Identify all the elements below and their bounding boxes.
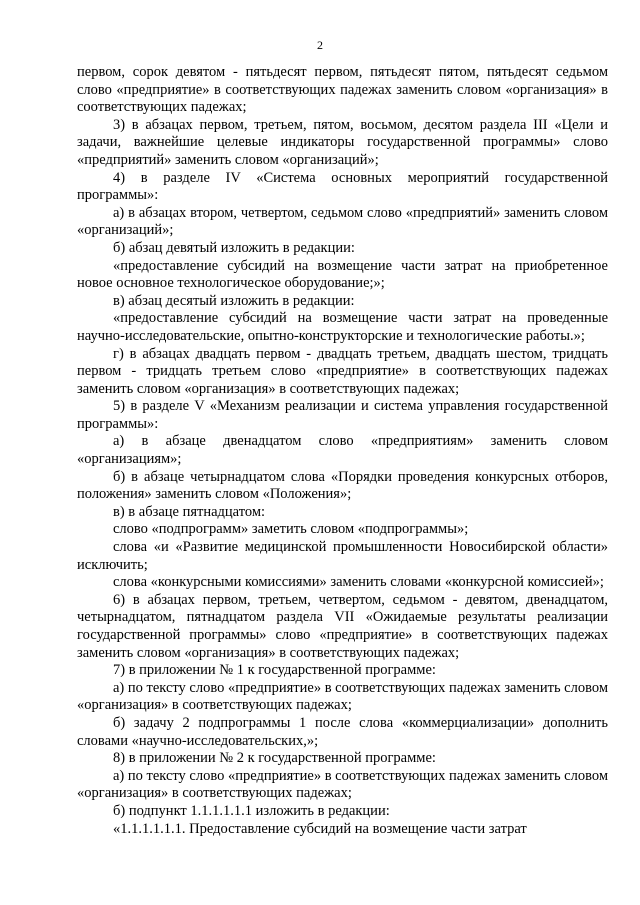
paragraph: а) в абзаце двенадцатом слово «предприятиям» заменить словом «организациям»; [77,433,608,468]
paragraph: первом, сорок девятом - пятьдесят первом, пятьдесят пятом, пятьдесят седьмом слово «предприятие» в соответствующих падежах заменить словом «организация» в соответствующих падежах; [77,64,608,116]
paragraph: 3) в абзацах первом, третьем, пятом, восьмом, десятом раздела III «Цели и задачи, важнейшие целевые индикаторы государственной программы» слово «предприятий» заменить словом «организаций»; [77,116,608,168]
paragraph: а) по тексту слово «предприятие» в соответствующих падежах заменить словом «организация» в соответствующих падежах; [77,767,609,802]
paragraph: б) в абзаце четырнадцатом слова «Порядки проведения конкурсных отборов, положения» заменить словом «Положения»; [77,468,608,503]
paragraph: г) в абзацах двадцать первом - двадцать третьем, двадцать шестом, тридцать первом - тридцать третьем слово «предприятие» в соответствующих падежах заменить словом «организация» в соответствующих падежах; [77,345,608,397]
document-body [77,64,608,838]
paragraph: б) подпункт 1.1.1.1.1.1 изложить в редакции: [113,802,390,819]
paragraph: слова «конкурсными комиссиями» заменить словами «конкурсной комиссией»; [113,574,604,591]
paragraph: «предоставление субсидий на возмещение части затрат на проведенные научно-исследовательские, опытно-конструкторские и технологические работы.»; [77,310,608,344]
paragraph: «1.1.1.1.1.1. Предоставление субсидий на возмещение части затрат [113,820,527,837]
paragraph: б) задачу 2 подпрограммы 1 после слова «коммерциализации» дополнить словами «научно-исследовательских,»; [77,714,608,749]
paragraph: в) в абзаце пятнадцатом: [113,503,266,520]
paragraph: а) в абзацах втором, четвертом, седьмом слово «предприятий» заменить словом «организаций»; [77,204,608,239]
paragraph: б) абзац девятый изложить в редакции: [113,239,355,256]
paragraph: «предоставление субсидий на возмещение части затрат на приобретенное новое основное технологическое оборудование;»; [77,257,608,292]
paragraph: в) абзац десятый изложить в редакции: [113,292,355,309]
paragraph: а) по тексту слово «предприятие» в соответствующих падежах заменить словом «организация» в соответствующих падежах; [77,679,609,714]
paragraph: 7) в приложении № 1 к государственной программе: [113,662,436,679]
paragraph: 8) в приложении № 2 к государственной программе: [113,750,436,767]
page-number: 2 [317,38,323,52]
paragraph: 6) в абзацах первом, третьем, четвертом, седьмом - девятом, двенадцатом, четырнадцатом, пятнадцатом раздела VII «Ожидаемые результаты реализации государственной программы» слово «предприятие» в соответствующих падежах заменить словом «организация» в соответствующих падежах; [77,591,608,661]
paragraph: 5) в разделе V «Механизм реализации и система управления государственной программы»: [77,398,608,432]
paragraph: 4) в разделе IV «Система основных мероприятий государственной программы»: [77,169,608,204]
paragraph: слово «подпрограмм» заметить словом «подпрограммы»; [113,521,469,538]
paragraph: слова «и «Развитие медицинской промышленности Новосибирской области» исключить; [77,539,608,573]
